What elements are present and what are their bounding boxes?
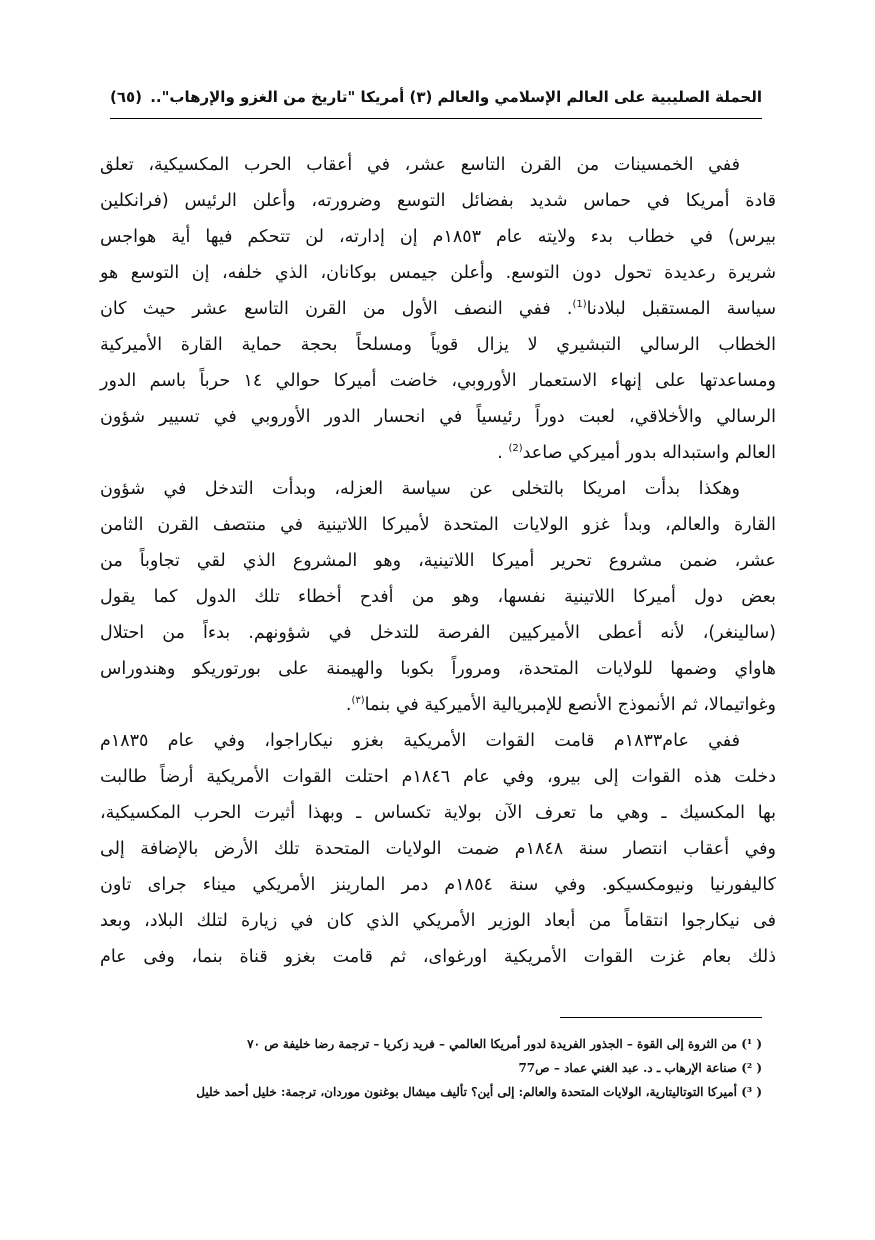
text-line: شريرة رعديدة تحول دون التوسع. وأعلن جيمس بوكانان، الذي خلفه، إن التوسع هو xyxy=(100,263,776,283)
text: سياسة المستقبل لبلادنا xyxy=(586,299,776,319)
text-line xyxy=(100,435,776,471)
text: العالم واستبداله بدور أميركي صاعد xyxy=(522,443,776,463)
text-line: ومساعدتها على إنهاء الاستعمار الأوروبي، خاضت أميركا حوالي ١٤ حرباً باسم الدور xyxy=(100,371,776,391)
footnote-ref[interactable]: (٣) xyxy=(351,695,365,707)
text-line: وهكذا بدأت امريكا بالتخلى عن سياسة العزله، وبدأت التدخل في شؤون xyxy=(100,479,740,499)
footnote xyxy=(105,1032,762,1056)
text-line: عشر، ضمن مشروع تحرير أميركا اللاتينية، وهو المشروع الذي لقي تجاوباً من xyxy=(100,551,776,571)
text: . xyxy=(345,695,352,715)
text-line xyxy=(100,291,776,327)
footnote-text: من الثروة إلى القوة – الجذور الفريدة لدور أمريكا العالمي – فريد زكريا – ترجمة رضا خليفة ص ٧٠ xyxy=(247,1037,742,1051)
text: . xyxy=(497,443,509,463)
footnote-text: صناعة الإرهاب ـ د. عبد الغني عماد – ص77 xyxy=(518,1061,742,1075)
text-line: ففي عام١٨٣٣م قامت القوات الأمريكية بغزو نيكاراجوا، وفي عام ١٨٣٥م xyxy=(100,731,740,751)
page-number: (٦٥) xyxy=(110,88,143,106)
text-line: بها المكسيك ـ وهي ما تعرف الآن بولاية تكساس ـ وبهذا أثيرت الحرب المكسيكية، xyxy=(100,803,776,823)
footnote-ref[interactable]: (2) xyxy=(508,443,523,455)
footnotes xyxy=(105,1032,762,1104)
footnote-text: أميركا التوتاليتارية، الولايات المتحدة والعالم: إلى أين؟ تأليف ميشال بوغنون موردان، ترجمة: خليل أحمد خليل xyxy=(196,1085,742,1099)
text-line: كاليفورنيا ونيومكسيكو. وفي سنة ١٨٥٤م دمر المارينز الأمريكي ميناء جراى تاون xyxy=(100,875,776,895)
text: وغواتيمالا، ثم الأنموذج الأنصع للإمبريالية الأميركية في بنما xyxy=(364,695,776,715)
text-line xyxy=(100,687,776,723)
footnote-ref[interactable]: (1) xyxy=(572,299,587,311)
text-line: الرسالي والأخلاقي، لعبت دوراً رئيسياً في انحسار الدور الأوروبي في تسيير شؤون xyxy=(100,407,776,427)
text-line: القارة والعالم، وبدأ غزو الولايات المتحدة لأميركا اللاتينية في منتصف القرن الثامن xyxy=(100,515,776,535)
footnote xyxy=(105,1080,762,1104)
running-header xyxy=(110,88,762,106)
text-line: الخطاب الرسالي التبشيري لا يزال قوياً ومسلحاً بحجة حماية القارة الأميركية xyxy=(100,335,776,355)
footnote-number: ( ³) xyxy=(741,1085,762,1099)
footnote-number: ( ²) xyxy=(741,1061,762,1075)
text-line: بعض دول أميركا اللاتينية نفسها، وهو من أفدح أخطاء تلك الدول كما يقول xyxy=(100,587,776,607)
text-line: ففي الخمسينات من القرن التاسع عشر، في أعقاب الحرب المكسيكية، تعلق xyxy=(100,155,740,175)
text-line: قادة أمريكا في حماس شديد بفضائل التوسع وضرورته، وأعلن الرئيس (فرانكلين xyxy=(100,191,776,211)
text-line: بيرس) في خطاب بدء ولايته عام ١٨٥٣م إن إدارته، لن تتحكم فيها أية هواجس xyxy=(100,227,776,247)
footnote-number: ( ¹) xyxy=(741,1037,762,1051)
header-rule xyxy=(110,118,762,119)
body-text xyxy=(100,147,776,975)
text-line: (سالينغر)، لأنه أعطى الأميركيين الفرصة للتدخل في شؤونهم. بدءاً من احتلال xyxy=(100,623,776,643)
header-title: الحملة الصليبية على العالم الإسلامي والعالم (٣) أمريكا "تاريخ من الغزو والإرهاب".. xyxy=(150,88,762,106)
text-line: ذلك بعام غزت القوات الأمريكية اورغواى، ثم قامت بغزو قناة بنما، وفى عام xyxy=(100,947,776,967)
footnote xyxy=(105,1056,762,1080)
footnote-rule xyxy=(560,1017,762,1018)
text-line: دخلت هذه القوات إلى بيرو، وفي عام ١٨٤٦م احتلت القوات الأمريكية أرضاً طالبت xyxy=(100,767,776,787)
text-line: هاواي وضمها للولايات المتحدة، ومروراً بكوبا والهيمنة على بورتوريكو وهندوراس xyxy=(100,659,776,679)
text-line: فى نيكارجوا انتقاماً من أبعاد الوزير الأمريكي الذي كان في زيارة لتلك البلاد، وبعد xyxy=(100,911,776,931)
text: . ففي النصف الأول من القرن التاسع عشر حيث كان xyxy=(100,299,573,319)
text-line: وفي أعقاب انتصار سنة ١٨٤٨م ضمت الولايات المتحدة تلك الأرض بالإضافة إلى xyxy=(100,839,776,859)
